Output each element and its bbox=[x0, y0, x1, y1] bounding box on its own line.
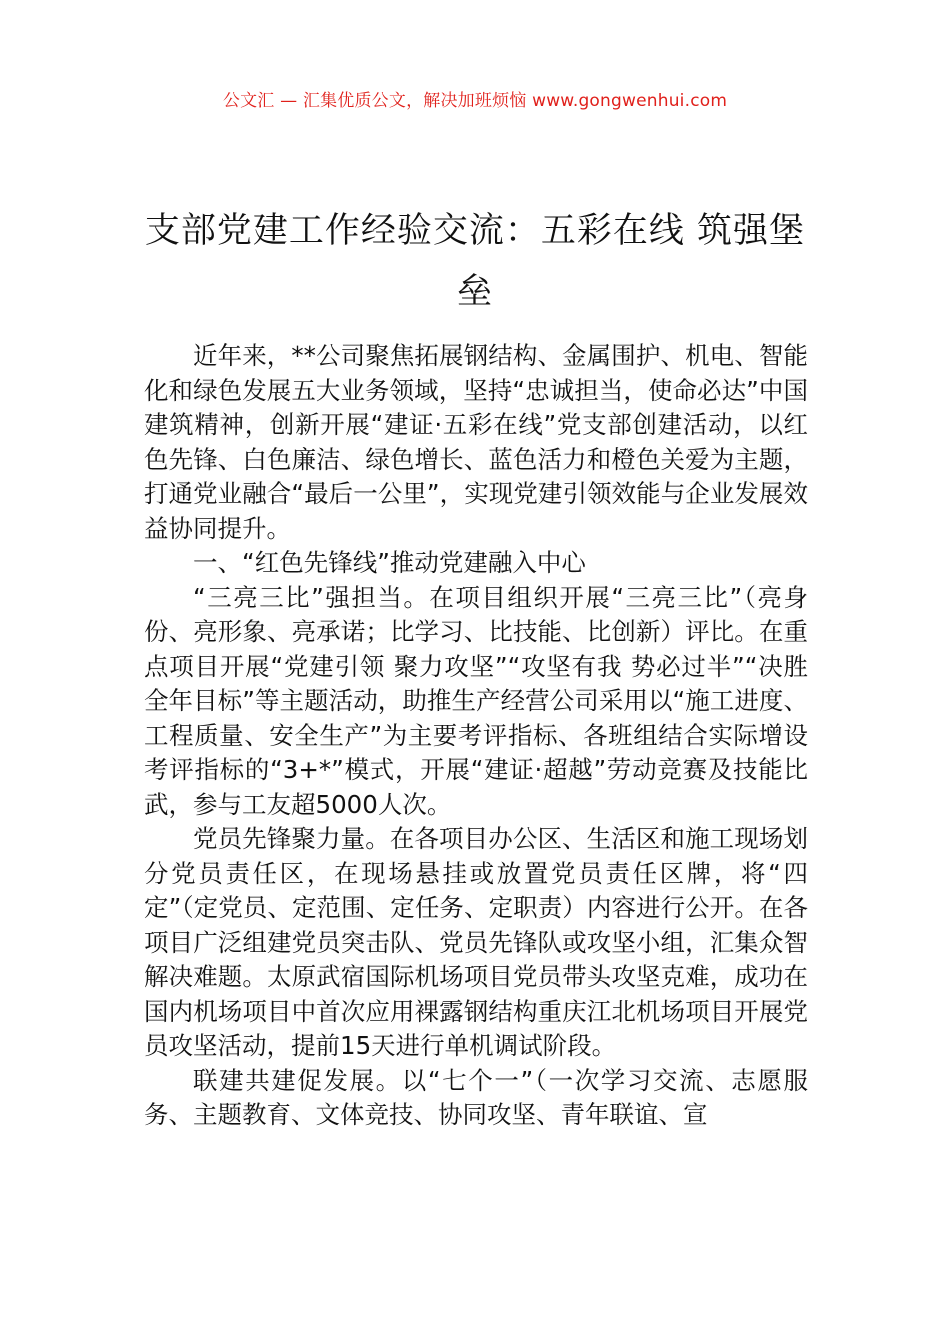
paragraph: 党员先锋聚力量。在各项目办公区、生活区和施工现场划分党员责任区，在现场悬挂或放置党员责任区牌，将“四定”（定党员、定范围、定任务、定职责）内容进行公开。在各项目广泛组建党员突击队、党员先锋队或攻坚小组，汇集众智解决难题。太原武宿国际机场项目党员带头攻坚克难，成功在国内机场项目中首次应用裸露钢结构重庆江北机场项目开展党员攻坚活动，提前15天进行单机调试阶段。 bbox=[144, 824, 808, 1060]
paragraph: “三亮三比”强担当。在项目组织开展“三亮三比”（亮身份、亮形象、亮承诺；比学习、比技能、比创新）评比。在重点项目开展“党建引领 聚力攻坚”“攻坚有我 势必过半”“决胜全年目标”等主题活动，助推生产经营公司采用以“施工进度、工程质量、安全生产”为主要考评指标、各班组结合实际增设考评指标的“3+*”模式，开展“建证·超越”劳动竞赛及技能比武，参与工友超5000人次。 bbox=[144, 582, 808, 819]
paragraph: 联建共建促发展。以“七个一”（一次学习交流、志愿服务、主题教育、文体竞技、协同攻坚、青年联谊、宣 bbox=[144, 1065, 808, 1129]
site-watermark-header: 公文汇 — 汇集优质公文，解决加班烦恼 www.gongwenhui.com bbox=[222, 91, 728, 111]
page-title: 支部党建工作经验交流：五彩在线 筑强堡垒 bbox=[144, 211, 806, 313]
section-heading: 一、“红色先锋线”推动党建融入中心 bbox=[193, 548, 586, 577]
paragraph-intro: 近年来，**公司聚焦拓展钢结构、金属围护、机电、智能化和绿色发展五大业务领域，坚持“忠诚担当，使命必达”中国建筑精神，创新开展“建证·五彩在线”党支部创建活动，以红色先锋、白色廉洁、绿色增长、蓝色活力和橙色关爱为主题，打通党业融合“最后一公里”，实现党建引领效能与企业发展效益协同提升。 bbox=[144, 341, 808, 543]
document-body bbox=[144, 339, 808, 1133]
